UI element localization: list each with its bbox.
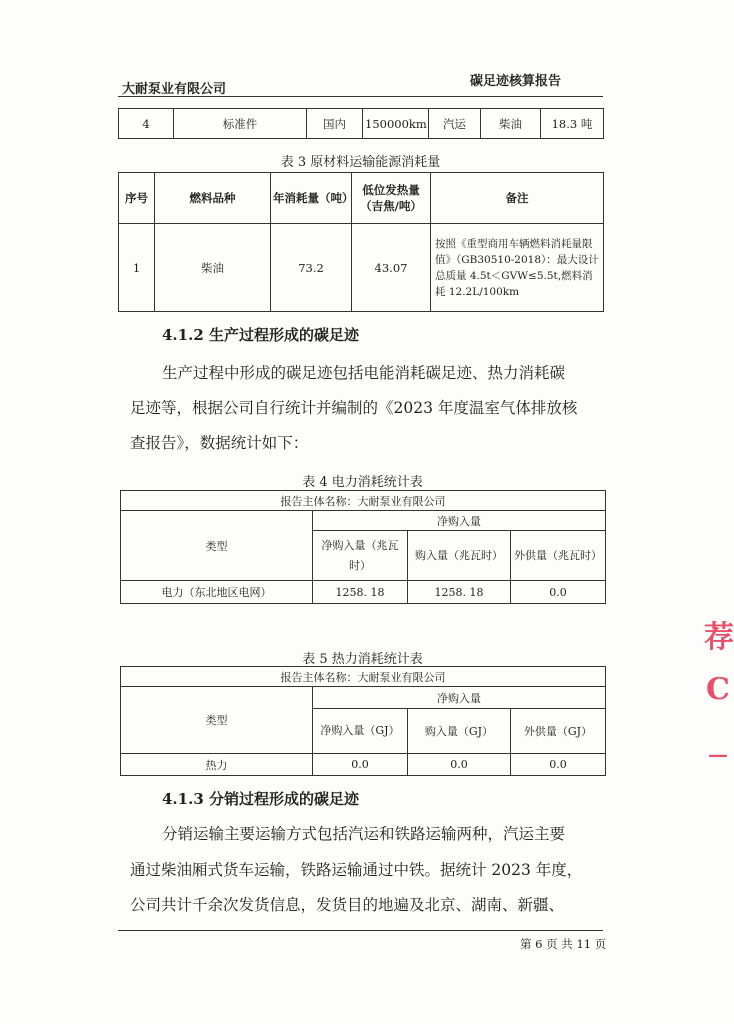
table-row: 1 柴油 73.2 43.07 按照《重型商用车辆燃料消耗量限值》（GB30510-2018）：最大设计总质量 4.5t＜GVW≤5.5t,燃料消耗 12.2L/100km (119, 224, 604, 312)
transport-table-continued (118, 108, 604, 139)
paragraph-line: 公司共计千余次发货信息，发货目的地遍及北京、湖南、新疆、 (130, 896, 565, 914)
header-rule (118, 96, 603, 97)
header-report-title: 碳足迹核算报告 (470, 74, 562, 89)
table4-caption: 表 4 电力消耗统计表 (302, 475, 423, 490)
stamp-fragment-icon: — (708, 742, 728, 766)
header-company: 大耐泵业有限公司 (122, 82, 227, 97)
paragraph-line: 足迹等，根据公司自行统计并编制的《2023 年度温室气体排放核 (130, 399, 578, 417)
section-title-4-1-3: 4.1.3 分销过程形成的碳足迹 (162, 790, 359, 808)
table-row: 4 标准件 国内 150000km 汽运 柴油 18.3 吨 (119, 109, 604, 139)
paragraph-line: 分销运输主要运输方式包括汽运和铁路运输两种，汽运主要 (162, 825, 566, 843)
footer-rule (118, 930, 603, 931)
table-header-row: 序号 燃料品种 年消耗量（吨） 低位发热量（吉焦/吨） 备注 (119, 173, 604, 224)
table-row: 电力（东北地区电网） 1258. 18 1258. 18 0.0 (121, 581, 606, 604)
table-subject-row: 报告主体名称：大耐泵业有限公司 (121, 667, 606, 687)
table5-caption: 表 5 热力消耗统计表 (302, 652, 423, 667)
fuel-consumption-table (118, 172, 604, 312)
table3-caption: 表 3 原材料运输能源消耗量 (280, 155, 441, 170)
page-number: 第 6 页 共 11 页 (520, 937, 607, 951)
heat-table: 报告主体名称：大耐泵业有限公司 类型 净购入量 净购入量（GJ） 购入量（GJ） 外供量（GJ） 热力 0.0 0.0 0.0 (120, 666, 606, 776)
table-subject-row: 报告主体名称：大耐泵业有限公司 (121, 491, 606, 511)
paragraph-line: 生产过程中形成的碳足迹包括电能消耗碳足迹、热力消耗碳 (162, 364, 566, 382)
table-row: 热力 0.0 0.0 0.0 (121, 754, 606, 776)
paragraph-line: 查报告》，数据统计如下： (130, 434, 309, 452)
stamp-fragment-icon: 荐 (704, 620, 734, 655)
paragraph-line: 通过柴油厢式货车运输，铁路运输通过中铁。据统计 2023 年度， (130, 861, 583, 879)
stamp-fragment-icon: C (706, 672, 730, 707)
electricity-table: 报告主体名称：大耐泵业有限公司 类型 净购入量 净购入量（兆瓦时） 购入量（兆瓦时） 外供量（兆瓦时） 电力（东北地区电网） 1258. 18 1258. 18 0.0 (120, 490, 606, 604)
section-title-4-1-2: 4.1.2 生产过程形成的碳足迹 (162, 326, 359, 344)
